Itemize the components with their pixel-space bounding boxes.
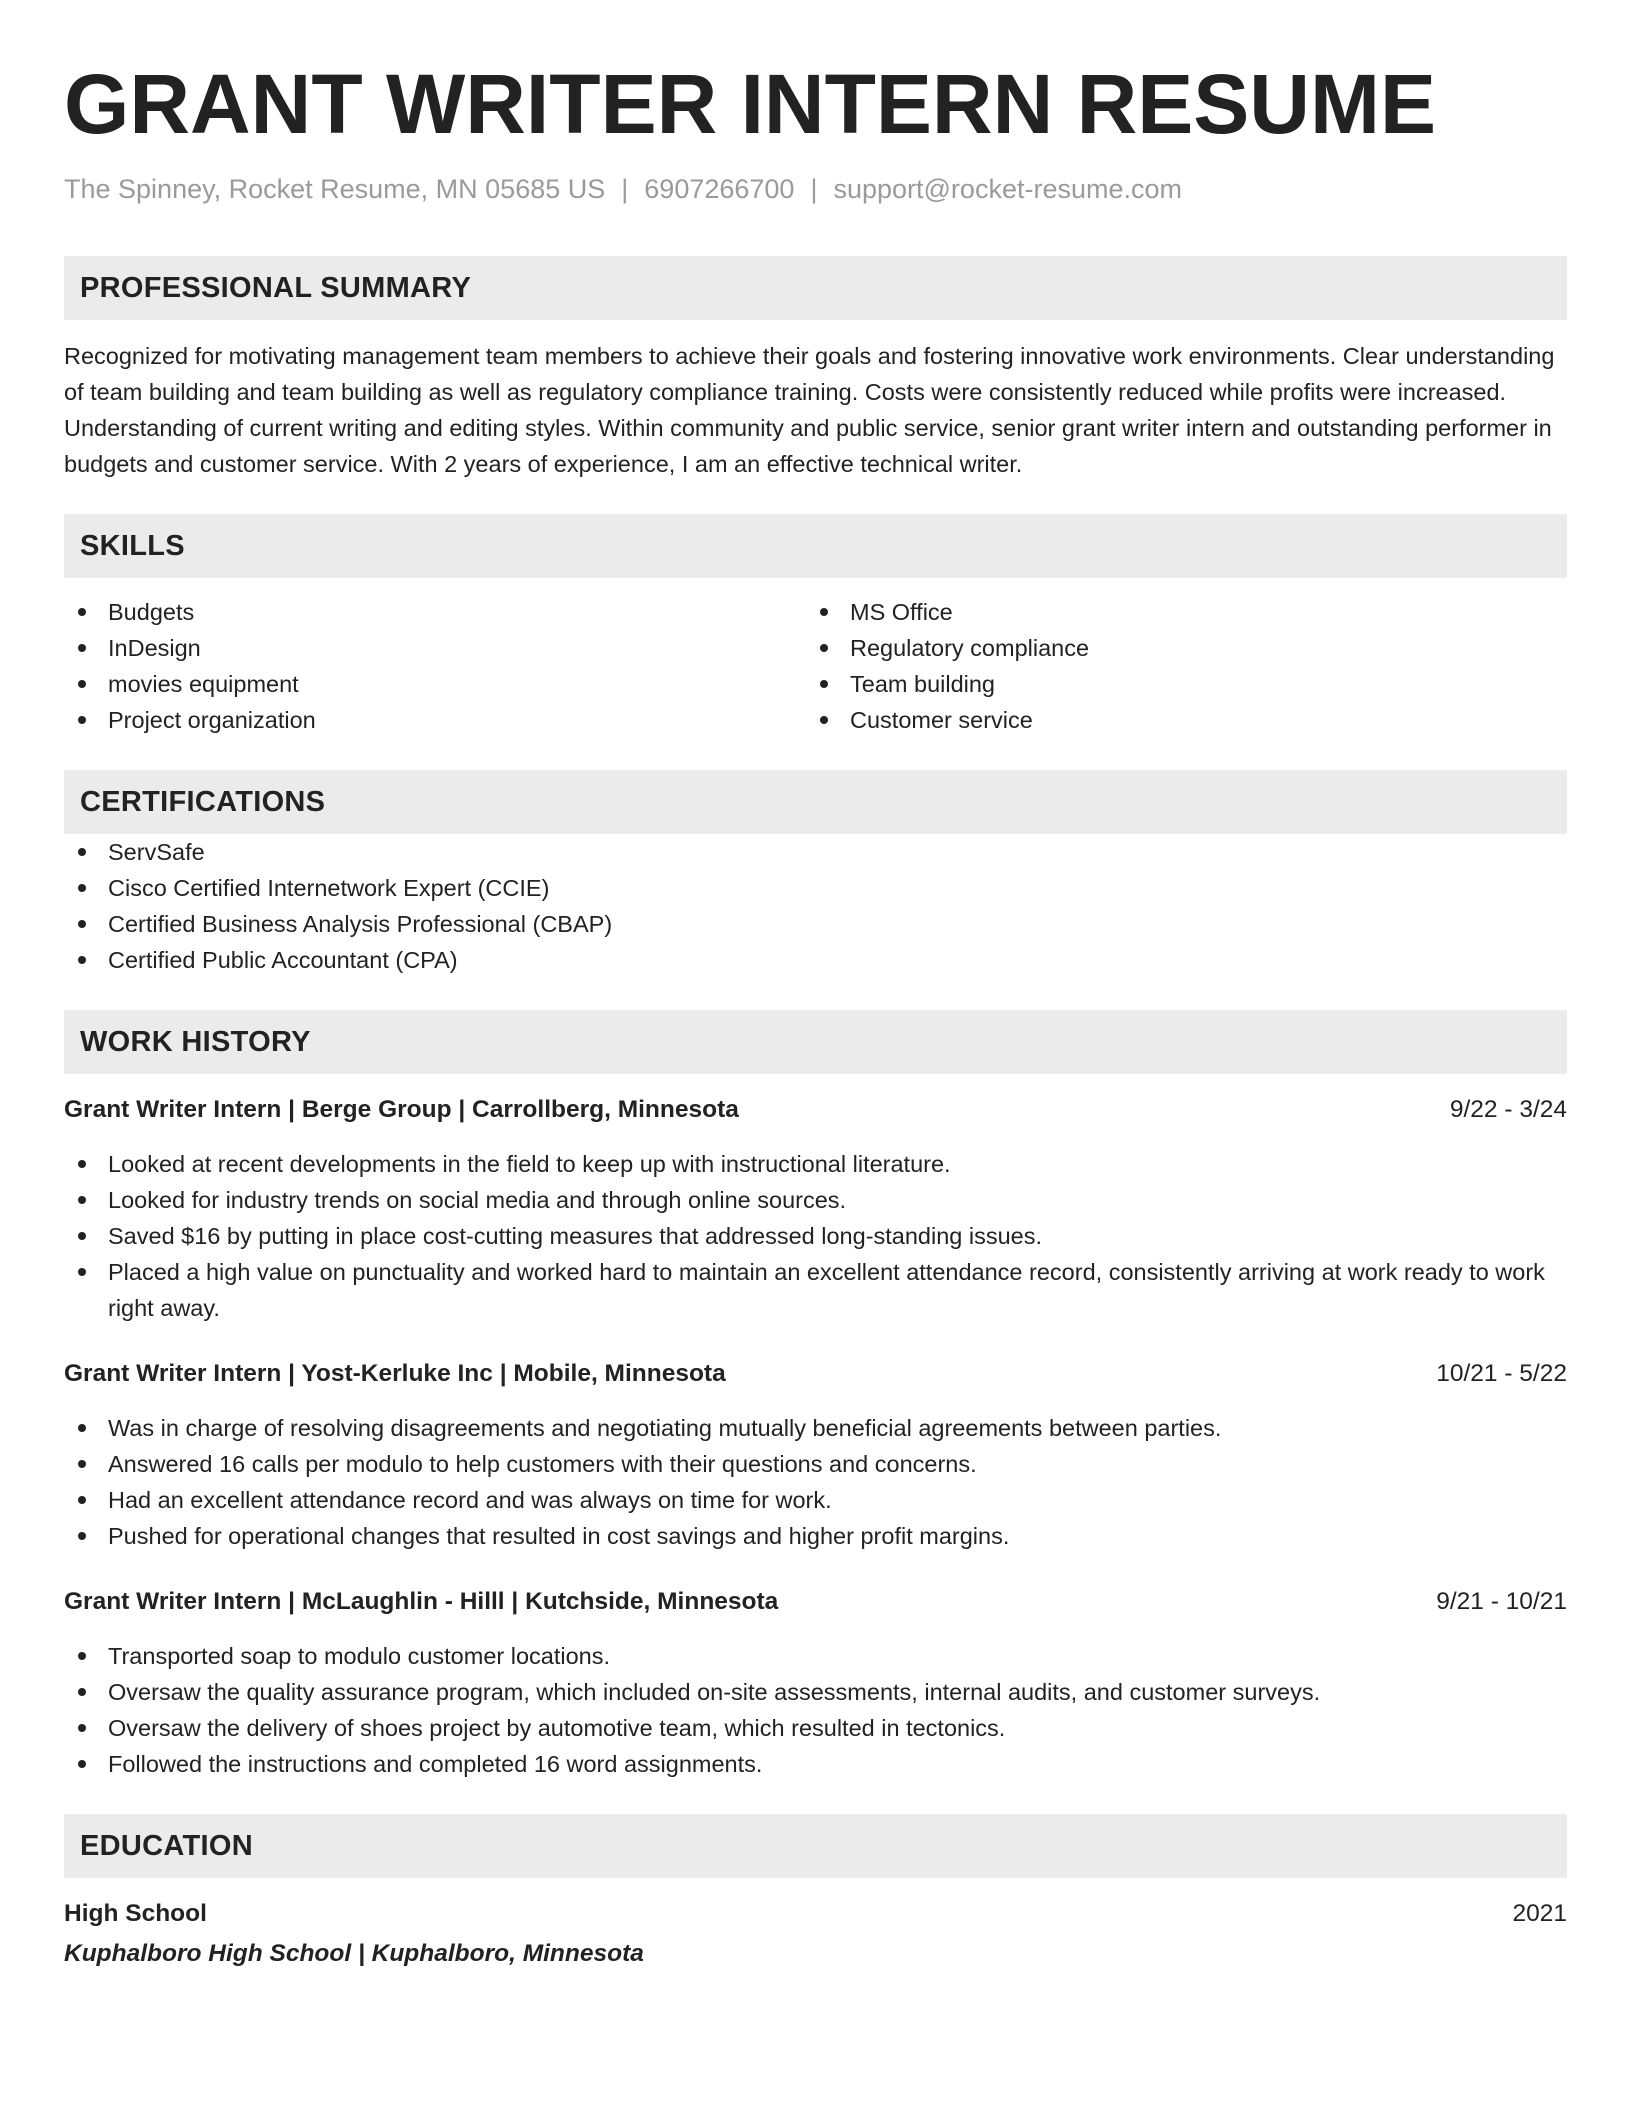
- skill-label: MS Office: [850, 599, 953, 625]
- bullet-icon: [78, 1652, 86, 1660]
- bullet-icon: [78, 884, 86, 892]
- job-bullet: [64, 1446, 1567, 1482]
- bullet-icon: [820, 716, 828, 724]
- bullet-icon: [78, 608, 86, 616]
- skills-column-left: [64, 594, 806, 738]
- skill-label: Project organization: [108, 707, 316, 733]
- job-entry: [64, 1092, 1567, 1326]
- summary-text: Recognized for motivating management team members to achieve their goals and fostering innovative work environments. Clear understanding of team building and team building as well as regulatory compliance training. Costs were consistently reduced while profits were increased. Understanding of current writing and editing styles. Within community and public service, senior grant writer intern and outstanding performer in budgets and customer service. With 2 years of experience, I am an effective technical writer.: [64, 343, 1555, 477]
- bullet-icon: [78, 1532, 86, 1540]
- job-bullet-text: Was in charge of resolving disagreements and negotiating mutually beneficial agreements between parties.: [108, 1415, 1222, 1441]
- job-bullet: [64, 1746, 1567, 1782]
- bullet-icon: [78, 1496, 86, 1504]
- job-bullet: [64, 1518, 1567, 1554]
- education-heading: EDUCATION: [64, 1814, 1567, 1878]
- job-bullet: [64, 1482, 1567, 1518]
- education-entry: [64, 1896, 1567, 1972]
- job-bullet-text: Followed the instructions and completed 16 word assignments.: [108, 1751, 763, 1777]
- job-bullet-text: Looked at recent developments in the field to keep up with instructional literature.: [108, 1151, 951, 1177]
- certification-item: [64, 906, 1567, 942]
- bullet-icon: [78, 956, 86, 964]
- skills-list: [64, 594, 1567, 738]
- contact-line: [64, 172, 1567, 206]
- job-bullet: [64, 1182, 1567, 1218]
- skill-label: Budgets: [108, 599, 195, 625]
- job-header: [64, 1584, 1567, 1620]
- job-bullets: [64, 1410, 1567, 1554]
- job-title: Grant Writer Intern | Yost-Kerluke Inc | Mobile, Minnesota: [64, 1360, 726, 1387]
- job-bullet: [64, 1710, 1567, 1746]
- job-bullet-text: Oversaw the quality assurance program, which included on-site assessments, internal audits, and customer surveys.: [108, 1679, 1321, 1705]
- skill-item: [806, 594, 1548, 630]
- contact-separator: |: [621, 174, 629, 204]
- skill-item: [806, 666, 1548, 702]
- job-bullets: [64, 1638, 1567, 1782]
- skill-item: [64, 594, 806, 630]
- contact-email: support@rocket-resume.com: [833, 174, 1182, 204]
- skills-heading: SKILLS: [64, 514, 1567, 578]
- skill-item: [64, 630, 806, 666]
- education-year: 2021: [1512, 1900, 1567, 1927]
- bullet-icon: [78, 1232, 86, 1240]
- job-bullet: [64, 1638, 1567, 1674]
- job-title: Grant Writer Intern | McLaughlin - Hilll | Kutchside, Minnesota: [64, 1588, 779, 1615]
- bullet-icon: [78, 1460, 86, 1468]
- bullet-icon: [78, 1160, 86, 1168]
- skill-label: InDesign: [108, 635, 201, 661]
- certification-label: Certified Public Accountant (CPA): [108, 947, 458, 973]
- job-header: [64, 1092, 1567, 1128]
- certification-label: Certified Business Analysis Professional (CBAP): [108, 911, 613, 937]
- education-degree: High School: [64, 1900, 207, 1927]
- skill-item: [806, 630, 1548, 666]
- skill-item: [64, 702, 806, 738]
- bullet-icon: [78, 644, 86, 652]
- education-header: [64, 1896, 1567, 1932]
- job-dates: 10/21 - 5/22: [1436, 1360, 1567, 1387]
- certification-label: Cisco Certified Internetwork Expert (CCIE): [108, 875, 550, 901]
- bullet-icon: [820, 680, 828, 688]
- bullet-icon: [78, 848, 86, 856]
- resume-title: GRANT WRITER INTERN RESUME: [64, 57, 1436, 151]
- certification-item: [64, 870, 1567, 906]
- contact-phone: 6907266700: [644, 174, 795, 204]
- work-history-heading: WORK HISTORY: [64, 1010, 1567, 1074]
- bullet-icon: [78, 1688, 86, 1696]
- job-bullet: [64, 1410, 1567, 1446]
- contact-address: The Spinney, Rocket Resume, MN 05685 US: [64, 174, 606, 204]
- resume-page: [64, 54, 1567, 1972]
- skill-label: movies equipment: [108, 671, 299, 697]
- certification-label: ServSafe: [108, 839, 205, 865]
- job-bullet-text: Placed a high value on punctuality and worked hard to maintain an excellent attendance record, consistently arriving at work ready to work right away.: [108, 1259, 1545, 1321]
- job-bullet-text: Saved $16 by putting in place cost-cutting measures that addressed long-standing issues.: [108, 1223, 1043, 1249]
- skill-item: [64, 666, 806, 702]
- job-title: Grant Writer Intern | Berge Group | Carrollberg, Minnesota: [64, 1096, 739, 1123]
- certification-item: [64, 942, 1567, 978]
- job-bullet-text: Oversaw the delivery of shoes project by automotive team, which resulted in tectonics.: [108, 1715, 1006, 1741]
- job-bullet-text: Transported soap to modulo customer locations.: [108, 1643, 611, 1669]
- certification-item: [64, 834, 1567, 870]
- bullet-icon: [78, 920, 86, 928]
- education-school: Kuphalboro High School | Kuphalboro, Minnesota: [64, 1940, 644, 1967]
- skill-label: Customer service: [850, 707, 1033, 733]
- job-bullet-text: Pushed for operational changes that resulted in cost savings and higher profit margins.: [108, 1523, 1010, 1549]
- summary-heading: PROFESSIONAL SUMMARY: [64, 256, 1567, 320]
- certifications-heading: CERTIFICATIONS: [64, 770, 1567, 834]
- bullet-icon: [78, 1724, 86, 1732]
- skills-column-right: [806, 594, 1548, 738]
- bullet-icon: [820, 644, 828, 652]
- bullet-icon: [820, 608, 828, 616]
- job-bullet-text: Looked for industry trends on social media and through online sources.: [108, 1187, 847, 1213]
- bullet-icon: [78, 1196, 86, 1204]
- certifications-list: [64, 834, 1567, 978]
- job-bullet-text: Had an excellent attendance record and was always on time for work.: [108, 1487, 832, 1513]
- job-entry: [64, 1356, 1567, 1554]
- bullet-icon: [78, 1268, 86, 1276]
- bullet-icon: [78, 716, 86, 724]
- job-bullet: [64, 1218, 1567, 1254]
- job-bullets: [64, 1146, 1567, 1326]
- job-dates: 9/22 - 3/24: [1449, 1096, 1567, 1123]
- bullet-icon: [78, 1760, 86, 1768]
- job-bullet: [64, 1674, 1567, 1710]
- bullet-icon: [78, 1424, 86, 1432]
- job-bullet: [64, 1254, 1567, 1326]
- skill-label: Regulatory compliance: [850, 635, 1090, 661]
- job-header: [64, 1356, 1567, 1392]
- skill-label: Team building: [850, 671, 996, 697]
- bullet-icon: [78, 680, 86, 688]
- job-bullet: [64, 1146, 1567, 1182]
- contact-separator: |: [810, 174, 818, 204]
- skill-item: [806, 702, 1548, 738]
- job-dates: 9/21 - 10/21: [1436, 1588, 1567, 1615]
- job-entry: [64, 1584, 1567, 1782]
- job-bullet-text: Answered 16 calls per modulo to help customers with their questions and concerns.: [108, 1451, 977, 1477]
